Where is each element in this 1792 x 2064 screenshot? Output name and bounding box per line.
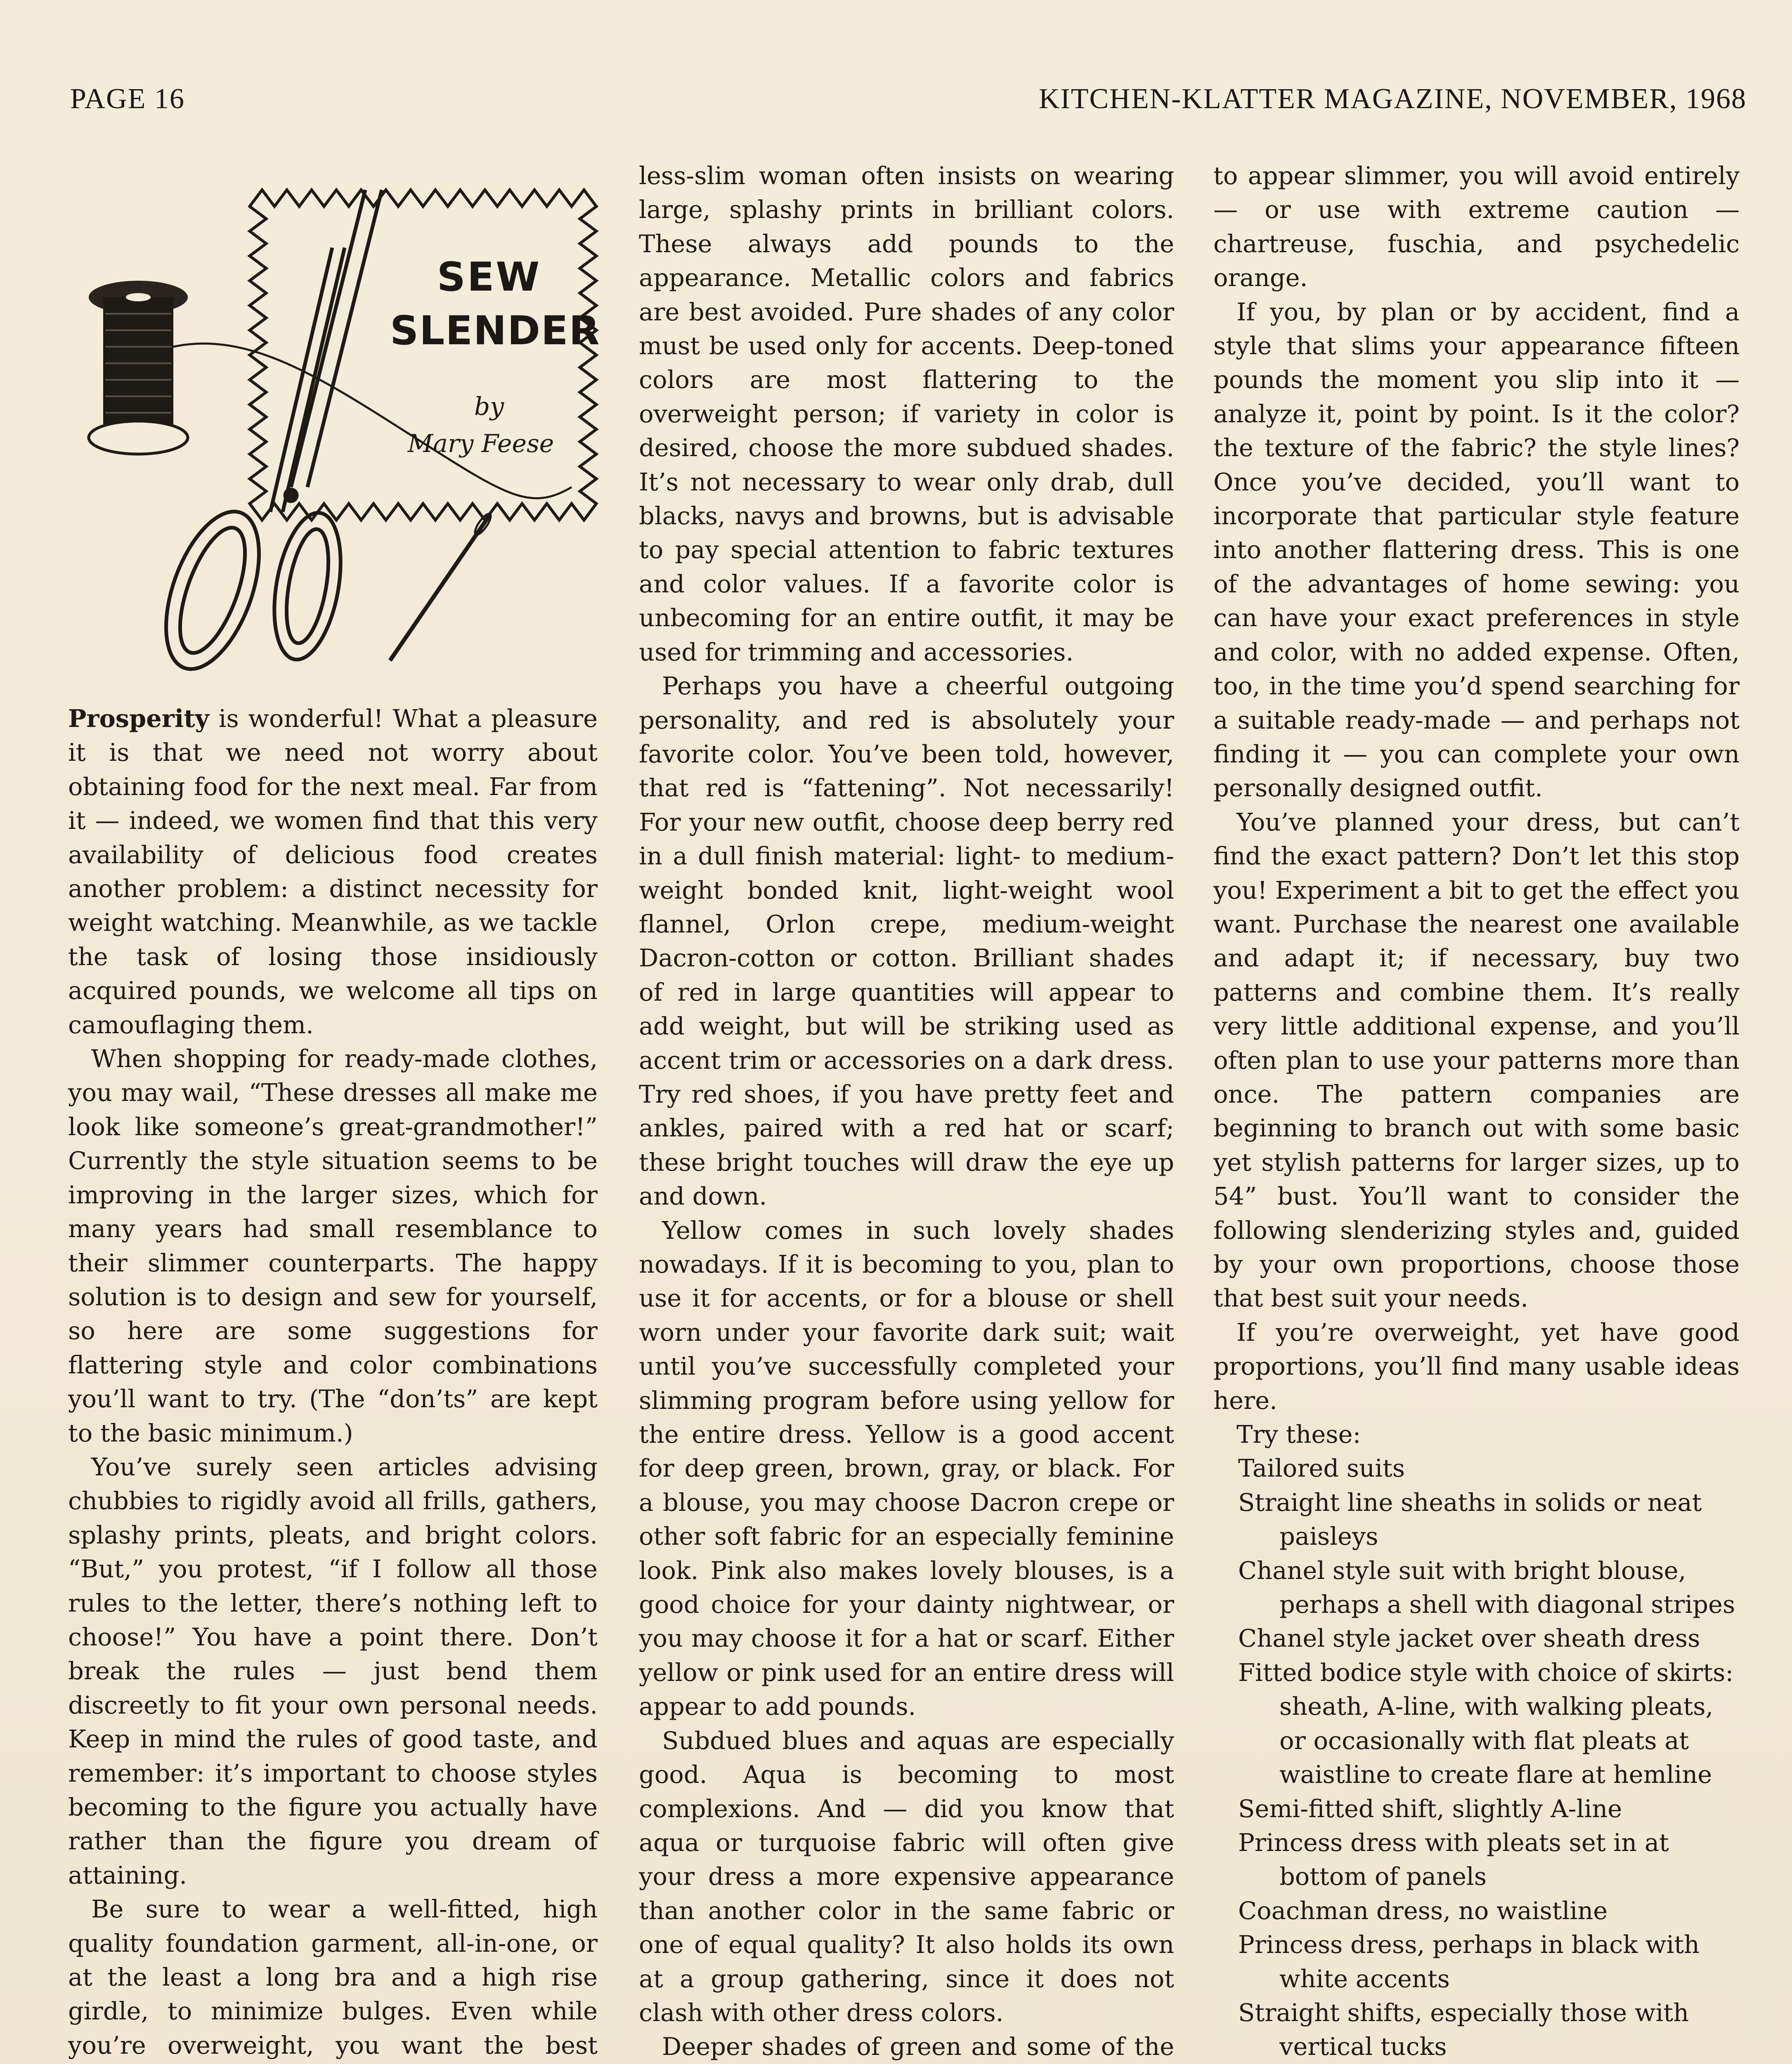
thread-spool-icon (89, 281, 188, 454)
byline-by: by (474, 392, 504, 421)
paragraph: Be sure to wear a well-fitted, high quality foundation garment, all-in-one, or at the least a long bra and a high rise girdle, to minimize bulges. Even while you’re overweight, you want the best (68, 1895, 598, 2059)
list-item: Fitted bodice style with choice of skirts: sheath, A-line, with walking pleats, or occasionally with flat pleats at waistline to create flare at hemline (1238, 1658, 1734, 1789)
paragraph: Try these: (1236, 1420, 1361, 1449)
paragraph: Yellow comes in such lovely shades nowadays. If it is becoming to you, plan to use it for accents, or for a blouse or shell worn under your favorite dark suit; wait until you’ve successfully completed your slimming program before using yellow for the entire dress. Yellow is a good accent for deep green, brown, gray, or black. For a blouse, you may choose Dacron crepe or other soft fabric for an especially feminine look. Pink also makes lovely blouses, is a good choice for your dainty nightwear, or you may choose it for a hat or scarf. Either yellow or pink used for an entire dress will appear to add pounds. (639, 1216, 1174, 1721)
list-item: Straight line sheaths in solids or neat paisleys (1238, 1488, 1702, 1551)
title-line-2: SLENDER (390, 308, 600, 354)
title-line-1: SEW (437, 254, 541, 300)
article-column-1 (68, 702, 598, 2064)
paragraph: Subdued blues and aquas are especially good. Aqua is becoming to most complexions. And — did you know that aqua or turquoise fabric will often give your dress a more expensive appearance than another color in the same fabric or one of equal quality? It also holds its own at a group gathering, since it does not clash with other dress colors. (639, 1726, 1174, 2027)
list-item: Chanel style suit with bright blouse, perhaps a shell with diagonal stripes (1238, 1556, 1735, 1619)
paragraph: Perhaps you have a cheerful outgoing personality, and red is absolutely your favorite color. You’ve been told, however, that red is “fattening”. Not necessarily! For your new outfit, choose deep berry red in a dull finish material: light- to medium-weight bonded knit, light-weight wool flannel, Orlon crepe, medium-weight Dacron-cotton or cotton. Brilliant shades of red in large quantities will appear to add weight, but will be striking used as accent trim or accessories on a dark dress. Try red shoes, if you have pretty feet and ankles, paired with a red hat or scarf; these bright touches will draw the eye up and down. (639, 672, 1174, 1211)
article-column-3 (1213, 159, 1740, 2064)
lead-word: Prosperity (68, 704, 209, 733)
title-emblem (76, 173, 613, 689)
list-item: Coachman dress, no waistline (1238, 1896, 1608, 1925)
magazine-title: KITCHEN-KLATTER MAGAZINE, NOVEMBER, 1968 (1038, 83, 1747, 115)
paragraph: to appear slimmer, you will avoid entirely — or use with extreme caution — chartreuse, fuschia, and psychedelic orange. (1213, 161, 1740, 292)
list-item: Semi-fitted shift, slightly A-line (1238, 1794, 1622, 1823)
author-name: Mary Feese (407, 429, 554, 458)
paragraph: If you, by plan or by accident, find a style that slims your appearance fifteen pounds the moment you slip into it — analyze it, point by point. Is it the color? the texture of the fabric? the style lines? Once you’ve decided, you’ll want to incorporate that particular style feature into another flattering dress. This is one of the advantages of home sewing: you can have your exact preferences in style and color, with no added expense. Often, too, in the time you’d spend searching for a suitable ready-made — and perhaps not finding it — you can complete your own personally designed outfit. (1213, 297, 1740, 802)
list-item: Tailored suits (1238, 1454, 1405, 1483)
page-header (70, 83, 1747, 120)
list-item: Straight shifts, especially those with vertical tucks (1238, 1998, 1689, 2061)
styles-list (1213, 1451, 1740, 2064)
list-item: Chanel style jacket over sheath dress (1238, 1624, 1700, 1653)
paragraph: Deeper shades of green and some of the (662, 2032, 1174, 2061)
page-number: PAGE 16 (70, 83, 185, 115)
list-item: Princess dress, perhaps in black with white accents (1238, 1930, 1700, 1993)
list-item: Princess dress with pleats set in at bottom of panels (1238, 1828, 1669, 1891)
paragraph: If you’re overweight, yet have good proportions, you’ll find many usable ideas here. (1213, 1318, 1740, 1415)
paragraph: When shopping for ready-made clothes, you may wail, “These dresses all make me look like someone’s great-grandmother!” Currently the style situation seems to be improving in the larger sizes, which for many years had small resemblance to their slimmer counterparts. The happy solution is to design and sew for yourself, so here are some suggestions for flattering style and color combinations you’ll want to try. (The “don’ts” are kept to the basic minimum.) (68, 1044, 598, 1447)
article-column-2 (639, 159, 1174, 2064)
needle-icon (390, 512, 493, 660)
paragraph: You’ve surely seen articles advising chubbies to rigidly avoid all frills, gathers, splashy prints, pleats, and bright colors. “But,” you protest, “if I follow all those rules to the letter, there’s nothing left to choose!” You have a point there. Don’t break the rules — just bend them discreetly to fit your own personal needs. Keep in mind the rules of good taste, and remember: it’s important to choose styles becoming to the figure you actually have rather than the figure you dream of attaining. (68, 1452, 598, 1889)
zigzag-frame (250, 190, 600, 520)
paragraph: You’ve planned your dress, but can’t find the exact pattern? Don’t let this stop you! Experiment a bit to get the effect you want. Purchase the nearest one available and adapt it; if necessary, buy two patterns and combine them. It’s really very little additional expense, and you’ll often plan to use your patterns more than once. The pattern companies are beginning to branch out with some basic yet stylish patterns for larger sizes, up to 54” bust. You’ll want to consider the following slenderizing styles and, guided by your own proportions, choose those that best suit your needs. (1213, 807, 1740, 1313)
paragraph: less-slim woman often insists on wearing large, splashy prints in brilliant colors. These always add pounds to the appearance. Metallic colors and fabrics are best avoided. Pure shades of any color must be used only for accents. Deep-toned colors are most flattering to the overweight person; if variety in color is desired, choose the more subdued shades. It’s not necessary to wear only drab, dull blacks, navys and browns, but is advisable to pay special attention to fabric textures and color values. If a favorite color is unbecoming for an entire outfit, it may be used for trimming and accessories. (639, 161, 1174, 666)
paragraph: Prosperity is wonderful! What a pleasure it is that we need not worry about obtaining food for the next meal. Far from it — indeed, we women find that this very availability of delicious food creates another problem: a distinct necessity for weight watching. Meanwhile, as we tackle the task of losing those insidiously acquired pounds, we welcome all tips on camouflaging them. (68, 704, 598, 1039)
